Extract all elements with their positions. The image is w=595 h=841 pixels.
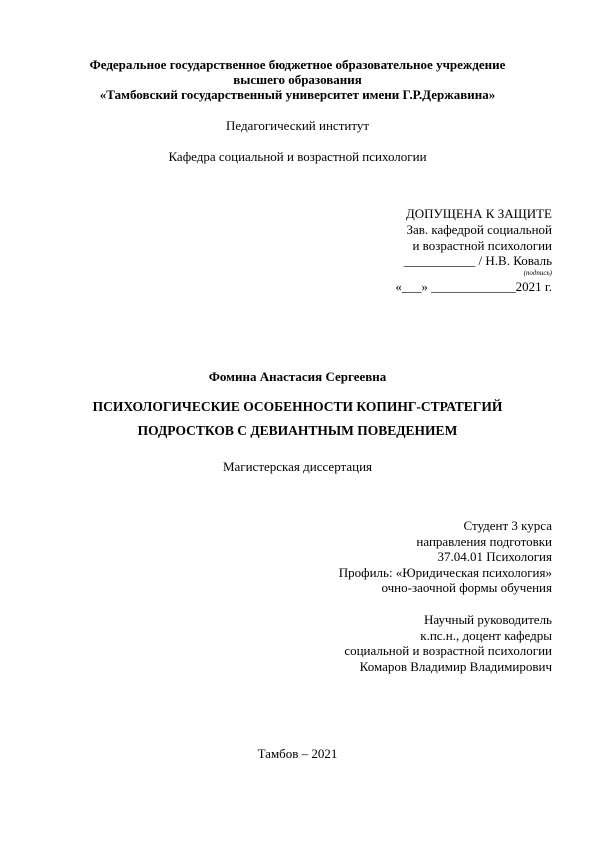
supervisor-line-2: к.пс.н., доцент кафедры bbox=[420, 628, 552, 643]
student-line-4: Профиль: «Юридическая психология» bbox=[338, 565, 552, 580]
approval-line-2: Зав. кафедрой социальной bbox=[406, 222, 552, 237]
thesis-title-line-1: ПСИХОЛОГИЧЕСКИЕ ОСОБЕННОСТИ КОПИНГ-СТРАТЕГИЙ bbox=[92, 399, 503, 414]
student-line-2: направления подготовки bbox=[416, 534, 552, 549]
department-name: Кафедра социальной и возрастной психологии bbox=[168, 149, 427, 164]
city-year: Тамбов – 2021 bbox=[257, 746, 338, 761]
supervisor-line-3: социальной и возрастной психологии bbox=[344, 643, 552, 658]
work-type: Магистерская диссертация bbox=[222, 459, 373, 474]
student-line-5: очно-заочной формы обучения bbox=[381, 580, 552, 595]
author-name: Фомина Анастасия Сергеевна bbox=[208, 369, 387, 384]
signature-line: ___________ / Н.В. Коваль bbox=[403, 253, 552, 268]
institute-name: Педагогический институт bbox=[225, 118, 370, 133]
supervisor-line-1: Научный руководитель bbox=[423, 612, 552, 627]
header-line-2: высшего образования bbox=[233, 72, 362, 87]
supervisor-line-4: Комаров Владимир Владимирович bbox=[359, 659, 552, 674]
header-line-3: «Тамбовский государственный университет имени Г.Р.Державина» bbox=[99, 87, 496, 102]
student-line-1: Студент 3 курса bbox=[463, 518, 552, 533]
signature-caption: (подпись) bbox=[523, 269, 552, 277]
approval-line-1: ДОПУЩЕНА К ЗАЩИТЕ bbox=[405, 206, 552, 221]
approval-date-line: «___» _____________2021 г. bbox=[395, 279, 552, 294]
approval-line-3: и возрастной психологии bbox=[412, 238, 552, 253]
thesis-title-line-2: ПОДРОСТКОВ С ДЕВИАНТНЫМ ПОВЕДЕНИЕМ bbox=[137, 423, 458, 438]
student-line-3: 37.04.01 Психология bbox=[437, 549, 552, 564]
header-line-1: Федеральное государственное бюджетное образовательное учреждение bbox=[89, 57, 506, 72]
